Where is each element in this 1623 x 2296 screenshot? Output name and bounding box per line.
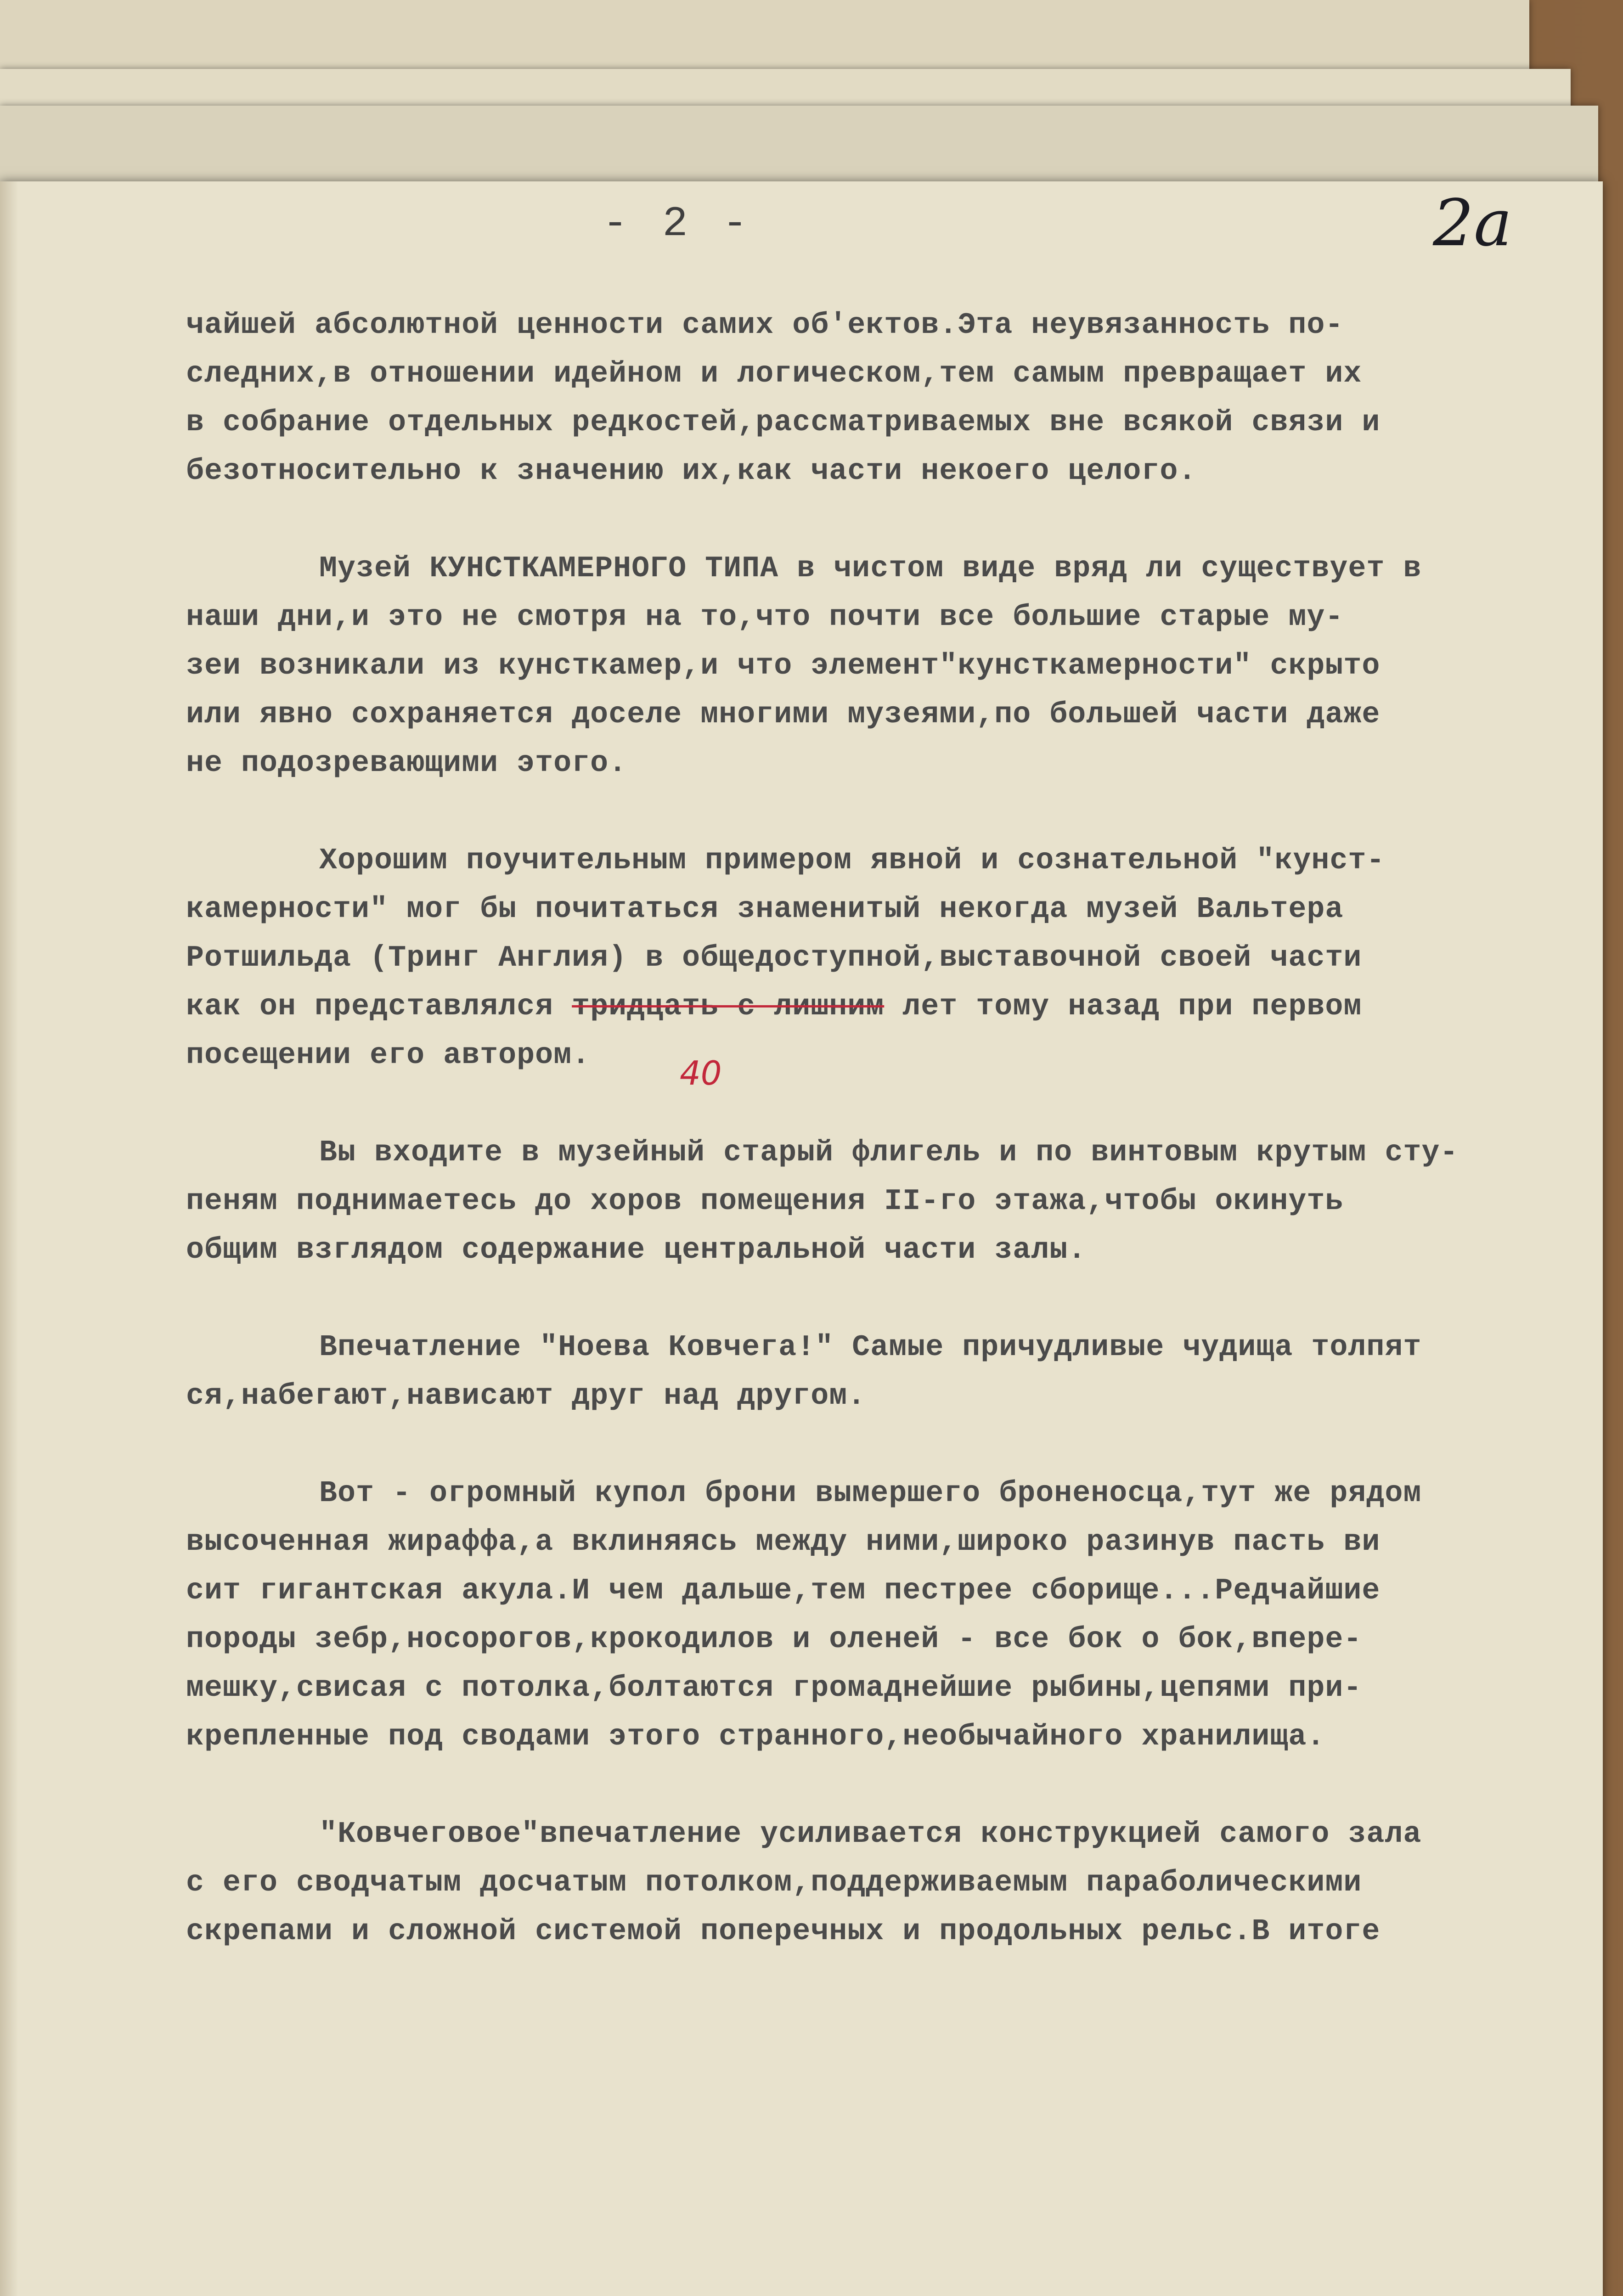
handwritten-folio-number: 2а — [1433, 186, 1512, 261]
paragraph — [186, 1810, 1541, 1956]
struck-out-text: тридцать с лишним — [572, 990, 885, 1024]
text-line: общим взглядом содержание центральной части залы. — [186, 1233, 1087, 1267]
paragraph — [186, 836, 1541, 1080]
text-line: пеням поднимаетесь до хоров помещения II-го этажа,чтобы окинуть — [186, 1184, 1344, 1218]
paragraph — [186, 544, 1541, 788]
text-line: не подозревающими этого. — [186, 746, 627, 780]
text-line: Хорошим поучительным примером явной и сознательной "кунст- — [319, 844, 1385, 878]
text-line: Впечатление "Ноева Ковчега!" Самые причудливые чудища толпят — [319, 1330, 1422, 1364]
text-line: Музей КУНСТКАМЕРНОГО ТИПА в чистом виде вряд ли существует в — [319, 551, 1422, 585]
text-line: "Ковчеговое"впечатление усиливается конструкцией самого зала — [319, 1817, 1422, 1851]
text-line: породы зебр,носорогов,крокодилов и оленей - все бок о бок,впере- — [186, 1622, 1362, 1656]
text-line: или явно сохраняется доселе многими музеями,по большей части даже — [186, 698, 1381, 732]
typed-text-body — [186, 301, 1541, 1956]
paragraph — [186, 1128, 1541, 1274]
text-line: с его сводчатым досчатым потолком,поддерживаемым параболическими — [186, 1866, 1362, 1900]
text-line: безотносительно к значению их,как части некоего целого. — [186, 454, 1197, 488]
text-line: крепленные под сводами этого странного,необычайного хранилища. — [186, 1720, 1325, 1754]
text-line: Вы входите в музейный старый флигель и по винтовым крутым сту- — [319, 1136, 1459, 1170]
text-line: скрепами и сложной системой поперечных и продольных рельс.В итоге — [186, 1914, 1381, 1948]
page-number: - 2 - — [602, 200, 753, 248]
text-line: ся,набегают,нависают друг над другом. — [186, 1379, 866, 1413]
text-line: в собрание отдельных редкостей,рассматриваемых вне всякой связи и — [186, 405, 1381, 439]
worn-page-edge — [0, 181, 18, 2296]
text-line: высоченная жираффа,а вклиняясь между ними,широко разинув пасть ви — [186, 1525, 1381, 1559]
paragraph — [186, 301, 1541, 495]
paragraph — [186, 1469, 1541, 1761]
text-line: камерности" мог бы почитаться знаменитый некогда музей Вальтера — [186, 892, 1344, 926]
text-line: чайшей абсолютной ценности самих об'ектов.Эта неувязанность по- — [186, 308, 1344, 342]
typed-page — [0, 181, 1603, 2296]
text-line: следних,в отношении идейном и логическом,тем самым превращает их — [186, 357, 1362, 391]
text-line: Вот - огромный купол брони вымершего броненосца,тут же рядом — [319, 1476, 1422, 1510]
text-line: сит гигантская акула.И чем дальше,тем пестрее сборище...Редчайшие — [186, 1574, 1381, 1608]
handwritten-correction: 40 — [680, 1054, 722, 1092]
text-line: Ротшильда (Тринг Англия) в общедоступной,выставочной своей части — [186, 941, 1362, 975]
text-line: мешку,свисая с потолка,болтаются громаднейшие рыбины,цепями при- — [186, 1671, 1362, 1705]
text-line: зеи возникали из кунсткамер,и что элемент"кунсткамерности" скрыто — [186, 649, 1381, 683]
text-line: посещении его автором. — [186, 1038, 591, 1072]
text-line: как он представлялся тридцать с лишним лет тому назад при первом — [186, 990, 1362, 1024]
paragraph — [186, 1323, 1541, 1420]
text-line: наши дни,и это не смотря на то,что почти все большие старые му- — [186, 600, 1344, 634]
